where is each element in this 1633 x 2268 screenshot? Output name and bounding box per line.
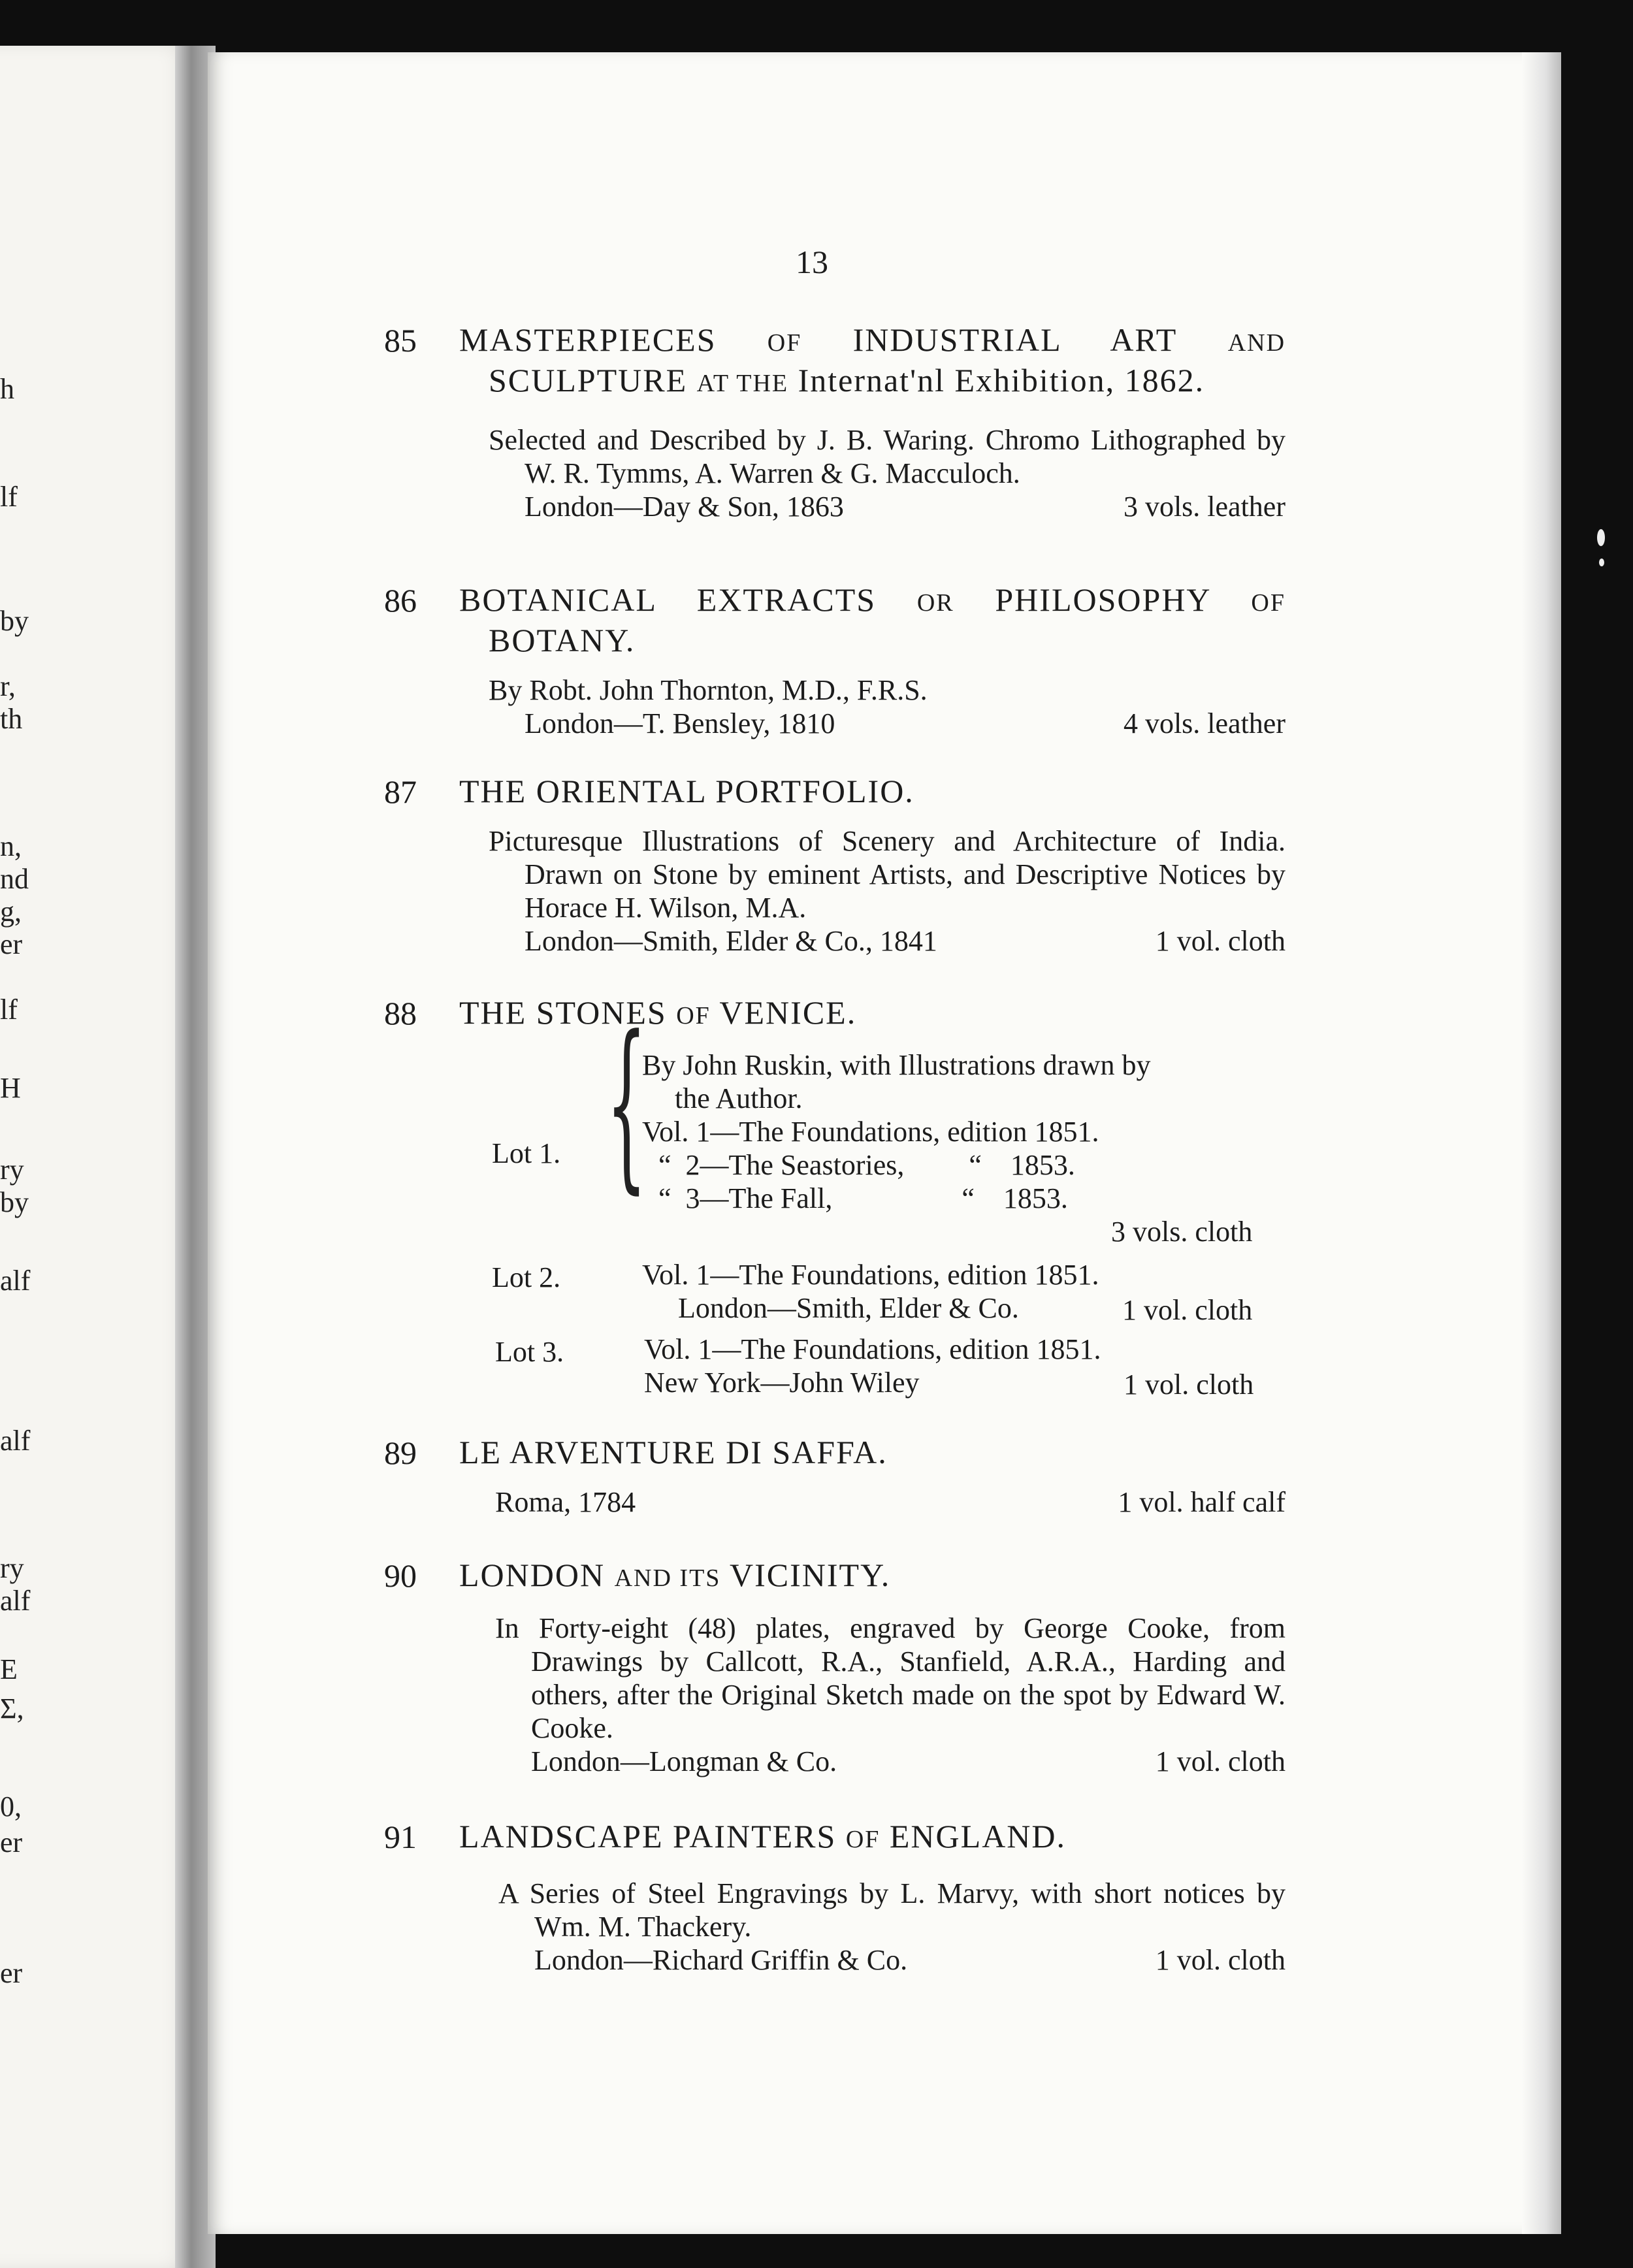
lot-3-imprint: New York—John Wiley [644,1367,920,1399]
previous-page-fragment: nd [0,863,29,895]
lot-1-brace: { [606,997,647,1210]
previous-page-fragment: E [0,1653,18,1685]
page-number: 13 [796,244,828,280]
lot-1-line: the Author. [675,1082,803,1114]
lot-1-line: Vol. 1—The Foundations, edition 1851. [642,1116,1099,1148]
entry-description: A Series of Steel Engravings by L. Marvy, with short notices by Wm. M. Thackery. [498,1877,1285,1943]
previous-page-fragment: H [0,1072,21,1104]
entry-description: In Forty-eight (48) plates, engraved by George Cooke, from Drawings by Callcott, R.A., Stanfield, A.R.A., Harding and others, after the Original Sketch made on the spot by Edward W. Cooke. [495,1612,1285,1744]
previous-page-fragment: ry [0,1552,24,1584]
entry-imprint-row [531,1745,1285,1778]
entry-title: THE STONES OF VENICE. [459,994,857,1031]
lot-number: 85 [384,322,417,359]
catalogue-entry-87 [384,773,1285,958]
previous-page-fragment: alf [0,1585,31,1617]
previous-page-fragment: Σ, [0,1693,24,1725]
entry-title: MASTERPIECES OF INDUSTRIAL ART AND SCULPTURE AT THE Internat'nl Exhibition, 1862. [459,321,1286,398]
entry-imprint: London—Longman & Co. [531,1745,837,1777]
previous-page-fragment: th [0,703,23,735]
lot-number: 90 [384,1557,417,1594]
entry-format: 4 vols. leather [1123,707,1285,739]
lot-number: 89 [384,1434,417,1471]
lot-3-line: Vol. 1—The Foundations, edition 1851. [644,1333,1101,1365]
entry-title: LE ARVENTURE DI SAFFA. [459,1434,888,1470]
lot-2-imprint: London—Smith, Elder & Co. [678,1292,1019,1324]
entry-description: Selected and Described by J. B. Waring. Chromo Lithographed by W. R. Tymms, A. Warren & G. Macculoch. [489,424,1285,489]
entry-format: 1 vol. half calf [1118,1486,1285,1518]
previous-page-fragment: g, [0,896,22,928]
lot-1-line: “ 2—The Seastories, “ 1853. [658,1149,1075,1181]
entry-imprint: London—Smith, Elder & Co., 1841 [525,925,937,957]
entry-imprint: London—Richard Griffin & Co. [534,1944,908,1976]
previous-page-fragment: er [0,928,23,960]
entry-imprint-row [534,1943,1285,1977]
lot-number: 88 [384,995,417,1031]
catalogue-entry-90 [384,1557,1285,1778]
lot-1-label: Lot 1. [492,1137,561,1169]
previous-page-fragment: by [0,1186,29,1218]
entry-imprint-row [525,924,1285,958]
previous-page-fragment: by [0,605,29,637]
entry-description: Picturesque Illustrations of Scenery and Architecture of India. Drawn on Stone by eminent Artists, and Descriptive Notices by Horace H. Wilson, M.A. [489,825,1285,924]
lot-1-line: By John Ruskin, with Illustrations drawn by [642,1049,1151,1081]
entry-title: LANDSCAPE PAINTERS OF ENGLAND. [459,1818,1067,1855]
lot-number: 86 [384,582,417,619]
previous-page-fragment: ry [0,1154,24,1186]
entry-format: 3 vols. leather [1123,491,1285,523]
previous-page-fragment: 0, [0,1790,22,1822]
entry-format: 1 vol. cloth [1155,925,1285,957]
entry-description: By Robt. John Thornton, M.D., F.R.S. [489,674,928,706]
previous-page-fragment: h [0,373,14,405]
previous-page-fragment: n, [0,830,22,862]
lot-number: 91 [384,1819,417,1855]
entry-imprint: Roma, 1784 [495,1486,636,1518]
previous-page-fragment: r, [0,670,16,702]
lot-number: 87 [384,773,417,810]
lot-3-label: Lot 3. [495,1336,564,1368]
lot-1-format: 3 vols. cloth [1111,1216,1253,1248]
entry-title: THE ORIENTAL PORTFOLIO. [459,773,914,809]
entry-imprint-row [495,1485,1285,1519]
entry-imprint-row [525,490,1285,523]
page-edge [1522,52,1561,2234]
catalogue-entry-85 [384,321,1285,523]
lot-1-line: “ 3—The Fall, “ 1853. [658,1182,1068,1214]
entry-imprint: London—T. Bensley, 1810 [525,707,835,739]
entry-title: BOTANICAL EXTRACTS OR PHILOSOPHY OF BOTANY. [459,581,1285,658]
catalogue-entry-91 [384,1818,1285,1977]
entry-format: 1 vol. cloth [1155,1944,1285,1976]
catalogue-entry-88 [384,994,1285,1412]
previous-page-fragment: alf [0,1265,31,1297]
catalogue-entry-89 [384,1434,1285,1519]
previous-page-fragment: alf [0,1425,31,1457]
lot-2-line: Vol. 1—The Foundations, edition 1851. [642,1259,1099,1291]
previous-page-fragment: er [0,1826,23,1858]
previous-page-fragment: lf [0,994,18,1026]
previous-page-fragment: er [0,1957,23,1989]
lot-3-format: 1 vol. cloth [1124,1369,1254,1401]
catalogue-entry-86 [384,581,1285,740]
entry-imprint-row [525,707,1285,740]
entry-format: 1 vol. cloth [1155,1745,1285,1777]
scan-speck [1599,559,1604,566]
scan-speck [1597,529,1605,546]
previous-page-fragment: lf [0,481,18,513]
entry-title: LONDON AND ITS VICINITY. [459,1557,891,1593]
entry-imprint: London—Day & Son, 1863 [525,491,844,523]
lot-2-format: 1 vol. cloth [1122,1294,1253,1326]
lot-2-label: Lot 2. [492,1261,561,1293]
